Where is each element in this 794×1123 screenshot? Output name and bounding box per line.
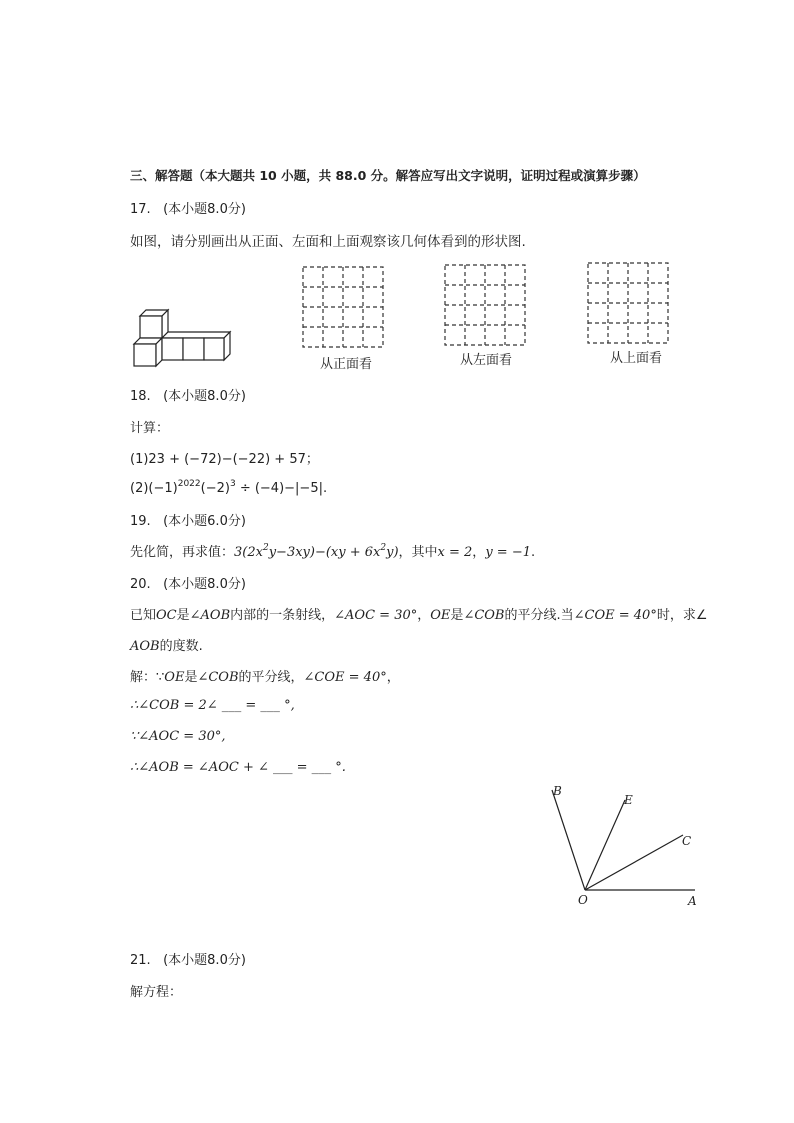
q19-number: 19. xyxy=(130,514,151,529)
q18-item2-b: (−2) xyxy=(200,481,230,496)
q20-s1-oe: OE xyxy=(164,670,185,685)
q20-solution-2[interactable]: ∴∠COB = 2∠ ___ = ___ °, xyxy=(130,698,295,713)
front-view-grid[interactable] xyxy=(302,266,384,348)
q20-l2-aob: AOB xyxy=(130,639,160,654)
q20-solution-3: ∵∠AOC = 30°, xyxy=(130,729,226,744)
q19-score: (本小题6.0分) xyxy=(163,514,246,529)
q18-item2-c: ÷ (−4)−|−5|. xyxy=(235,481,328,496)
left-view-grid[interactable] xyxy=(444,264,526,346)
q20-solution-1 xyxy=(130,666,400,685)
ray-ob xyxy=(552,790,585,890)
q20-score: (本小题8.0分) xyxy=(163,577,246,592)
q20-l1d: ， xyxy=(417,608,431,623)
ray-oe xyxy=(585,800,625,890)
q20-oe: OE xyxy=(430,608,451,623)
q20-s1d: ， xyxy=(386,670,400,685)
top-view-grid[interactable] xyxy=(587,262,669,344)
caption-left-view: 从左面看 xyxy=(460,353,513,368)
q20-l1f: 的平分线.当 xyxy=(504,608,574,623)
label-a: A xyxy=(688,894,697,908)
q19-expr-exp1: 2 xyxy=(262,543,269,553)
q20-l2b: 的度数. xyxy=(159,639,203,654)
cube-solid-figure xyxy=(130,308,235,368)
q20-s1-cob: ∠COB xyxy=(197,670,239,685)
q20-number: 20. xyxy=(130,577,151,592)
q19-expr-c: y) xyxy=(386,545,399,560)
q20-cob: ∠COB xyxy=(463,608,505,623)
q21-score: (本小题8.0分) xyxy=(163,953,246,968)
q20-aoc: ∠AOC = 30° xyxy=(334,608,418,623)
q18-item2-exp: 2022 xyxy=(177,479,201,489)
q20-l1a: 已知 xyxy=(130,608,157,623)
label-c: C xyxy=(682,834,692,848)
q19-sep: ， xyxy=(472,545,486,560)
q19-expr-a: 3(2x xyxy=(234,545,263,560)
q17-score: (本小题8.0分) xyxy=(163,202,246,217)
q20-oc: OC xyxy=(156,608,177,623)
ray-oc xyxy=(585,835,683,890)
q20-s1-coe: ∠COE = 40° xyxy=(303,670,387,685)
q20-line-2 xyxy=(130,635,203,654)
q17-heading xyxy=(130,198,246,217)
q19-expr-exp2: 2 xyxy=(380,543,387,553)
q20-coe: ∠COE = 40° xyxy=(573,608,657,623)
q19-end: . xyxy=(530,545,536,560)
q19-text-a: 先化简，再求值： xyxy=(130,545,235,560)
q20-l1g: 时，求∠ xyxy=(656,608,708,623)
q19-cond-x: x = 2 xyxy=(437,545,473,560)
q17-number: 17. xyxy=(130,202,151,217)
q19-text xyxy=(130,541,535,560)
q21-number: 21. xyxy=(130,953,151,968)
angle-figure xyxy=(540,780,710,915)
q18-item2-exp2: 3 xyxy=(229,479,236,489)
label-o: O xyxy=(578,893,588,907)
caption-top-view: 从上面看 xyxy=(610,351,663,366)
q18-heading xyxy=(130,385,246,404)
section-header: 三、解答题（本大题共 10 小题，共 88.0 分。解答应写出文字说明，证明过程或演算步骤） xyxy=(130,168,646,183)
q18-number: 18. xyxy=(130,389,151,404)
label-e: E xyxy=(624,793,633,807)
q19-expr-b: y−3xy)−(xy + 6x xyxy=(268,545,381,560)
q20-aob: ∠AOB xyxy=(189,608,231,623)
q18-item2-a: (2)(−1) xyxy=(130,481,178,496)
label-b: B xyxy=(553,784,562,798)
q18-label: 计算： xyxy=(130,421,170,436)
q20-s1b: 是 xyxy=(184,670,198,685)
q20-l1b: 是 xyxy=(176,608,190,623)
q20-l1e: 是 xyxy=(450,608,464,623)
q21-label: 解方程： xyxy=(130,985,183,1000)
q18-item-1: (1)23 + (−72)−(−22) + 57； xyxy=(130,452,319,467)
q21-heading xyxy=(130,949,246,968)
q20-s1a: 解：∵ xyxy=(130,670,165,685)
q17-prompt: 如图，请分别画出从正面、左面和上面观察该几何体看到的形状图. xyxy=(130,234,526,250)
q18-item-2 xyxy=(130,479,327,496)
q19-heading xyxy=(130,510,246,529)
q20-heading xyxy=(130,573,246,592)
q20-solution-4[interactable]: ∴∠AOB = ∠AOC + ∠ ___ = ___ °. xyxy=(130,760,346,775)
q18-score: (本小题8.0分) xyxy=(163,389,246,404)
q19-expr xyxy=(234,545,399,560)
q20-l1c: 内部的一条射线， xyxy=(230,608,335,623)
q19-cond-y: y = −1 xyxy=(485,545,531,560)
q19-text-b: ，其中 xyxy=(398,545,438,560)
q20-line-1 xyxy=(130,604,707,623)
q20-s1c: 的平分线， xyxy=(238,670,304,685)
caption-front-view: 从正面看 xyxy=(320,357,373,372)
